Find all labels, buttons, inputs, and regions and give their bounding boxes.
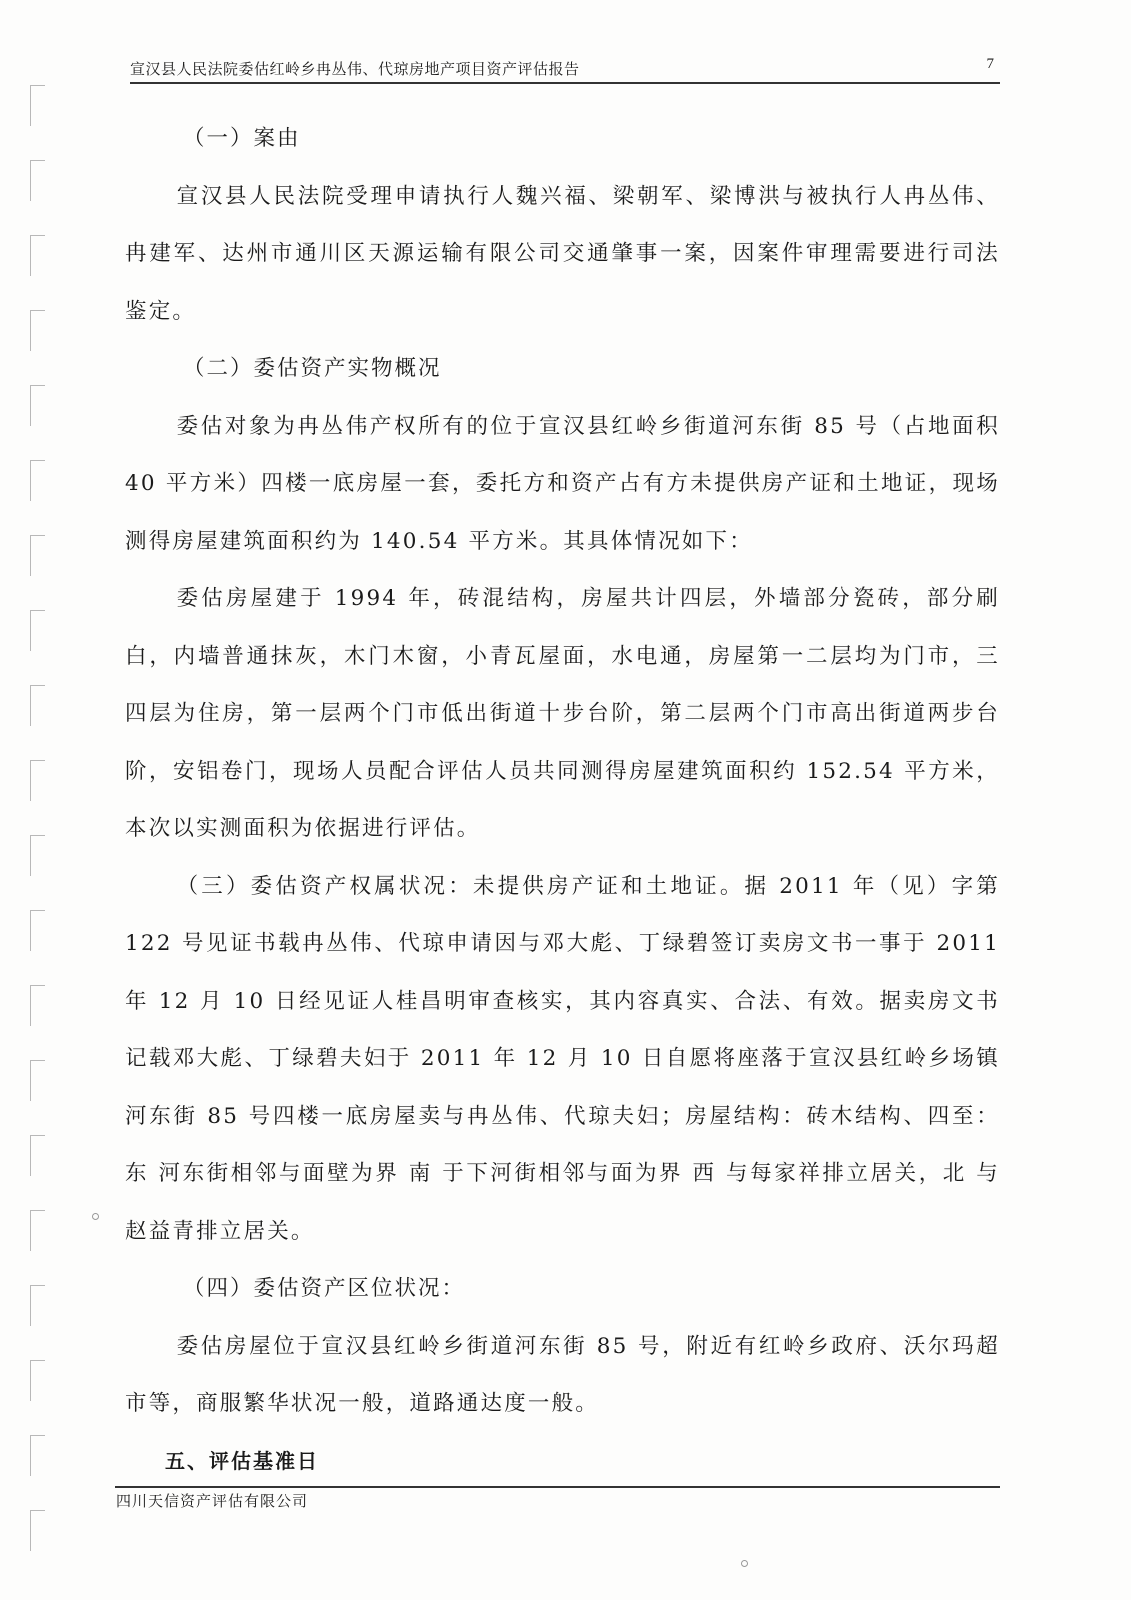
page-header bbox=[130, 52, 1000, 84]
section-heading-case: （一）案由 bbox=[183, 126, 301, 151]
paragraph-ownership: （三）委估资产权属状况：未提供房产证和土地证。据 2011 年（见）字第 122 号见证书载冉丛伟、代琼申请因与邓大彪、丁绿碧签订卖房文书一事于 2011 年 12 月 10 日经见证人桂昌明审查核实，其内容真实、合法、有效。据卖房文书记载邓大彪、丁绿碧夫妇于 2011 年 12 月 10 日自愿将座落于宣汉县红岭乡场镇河东街 85 号四楼一底房屋卖与冉丛伟、代琼夫妇；房屋结构：砖木结构、四至：东 河东街相邻与面壁为界 南 于下河街相邻与面为界 西 与每家祥排立居关，北 与赵益青排立居关。 bbox=[125, 873, 1000, 1244]
binding-mark bbox=[30, 1360, 45, 1401]
scan-speck bbox=[92, 1213, 99, 1220]
header-title: 宣汉县人民法院委估红岭乡冉丛伟、代琼房地产项目资产评估报告 bbox=[130, 60, 580, 78]
binding-mark bbox=[30, 85, 45, 126]
scan-speck bbox=[741, 1560, 748, 1567]
binding-mark bbox=[30, 760, 45, 801]
section-heading-valuation-date: 五、评估基准日 bbox=[165, 1448, 319, 1473]
paragraph-location: 委估房屋位于宣汉县红岭乡街道河东街 85 号，附近有红岭乡政府、沃尔玛超市等，商服繁华状况一般，道路通达度一般。 bbox=[125, 1333, 1000, 1416]
binding-mark bbox=[30, 310, 45, 351]
binding-mark bbox=[30, 985, 45, 1026]
page-number: 7 bbox=[986, 56, 994, 72]
footer-rule bbox=[115, 1486, 1000, 1488]
binding-mark bbox=[30, 460, 45, 501]
binding-mark bbox=[30, 685, 45, 726]
binding-mark bbox=[30, 1135, 45, 1176]
binding-mark bbox=[30, 1210, 45, 1251]
paragraph-overview-2: 委估房屋建于 1994 年，砖混结构，房屋共计四层，外墙部分瓷砖，部分刷白，内墙普通抹灰，木门木窗，小青瓦屋面，水电通，房屋第一二层均为门市，三四层为住房，第一层两个门市低出街道十步台阶，第二层两个门市高出街道两步台阶，安铝卷门，现场人员配合评估人员共同测得房屋建筑面积约 152.54 平方米，本次以实测面积为依据进行评估。 bbox=[125, 586, 1000, 841]
binding-mark bbox=[30, 1435, 45, 1476]
footer-company: 四川天信资产评估有限公司 bbox=[116, 1492, 309, 1510]
paragraph-case: 宣汉县人民法院受理申请执行人魏兴福、梁朝军、梁博洪与被执行人冉丛伟、冉建军、达州市通川区天源运输有限公司交通肇事一案，因案件审理需要进行司法鉴定。 bbox=[125, 183, 1000, 324]
binding-mark bbox=[30, 235, 45, 276]
binding-mark bbox=[30, 385, 45, 426]
binding-mark bbox=[30, 610, 45, 651]
binding-mark bbox=[30, 1060, 45, 1101]
section-heading-overview: （二）委估资产实物概况 bbox=[183, 356, 442, 381]
binding-mark bbox=[30, 910, 45, 951]
binding-mark bbox=[30, 1285, 45, 1326]
document-body bbox=[125, 110, 1000, 1490]
paragraph-overview-1: 委估对象为冉丛伟产权所有的位于宣汉县红岭乡街道河东街 85 号（占地面积 40 平方米）四楼一底房屋一套，委托方和资产占有方未提供房产证和土地证，现场测得房屋建筑面积约为 140.54 平方米。其具体情况如下： bbox=[125, 413, 1000, 554]
section-heading-location: （四）委估资产区位状况： bbox=[183, 1276, 466, 1301]
binding-mark bbox=[30, 1510, 45, 1551]
binding-mark bbox=[30, 160, 45, 201]
binding-mark bbox=[30, 535, 45, 576]
binding-mark bbox=[30, 835, 45, 876]
